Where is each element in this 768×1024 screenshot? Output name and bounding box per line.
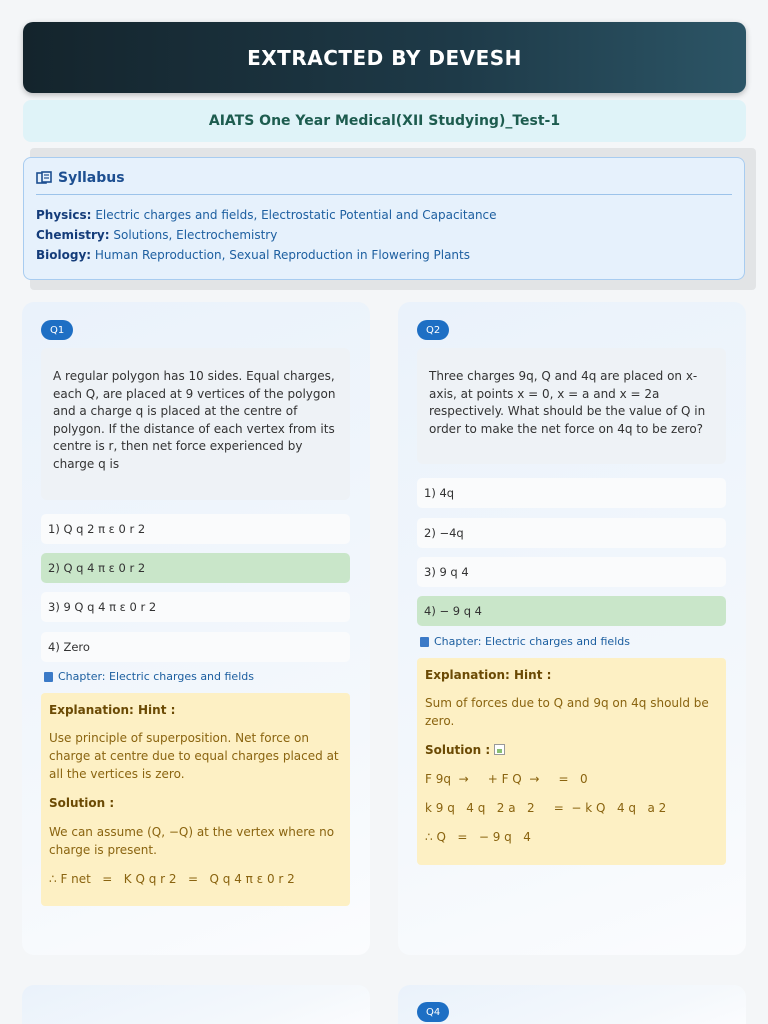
option-4[interactable] (41, 632, 350, 662)
chapter-label: Chapter: Electric charges and fields (58, 670, 254, 683)
option-1[interactable] (41, 514, 350, 544)
option-label: 4) Zero (48, 640, 90, 654)
book-icon (44, 672, 53, 682)
header-banner (23, 22, 746, 93)
solution-heading: Solution : (49, 796, 115, 810)
hint-text: Sum of forces due to Q and 9q on 4q should be zero. (425, 696, 709, 728)
subject-label: Physics: (36, 208, 92, 222)
question-card-q3 (22, 985, 370, 1024)
solution-heading: Solution : (425, 743, 491, 757)
option-1[interactable] (417, 478, 726, 508)
option-label: 2) Q q 4 π ε 0 r 2 (48, 561, 146, 575)
books-icon (36, 171, 52, 185)
subject-label: Chemistry: (36, 228, 110, 242)
option-label: 1) Q q 2 π ε 0 r 2 (48, 522, 146, 536)
solution-equation: ∴ F net = K Q q r 2 = Q q 4 π ε 0 r 2 (49, 872, 295, 886)
option-label: 3) 9 q 4 (424, 565, 469, 579)
test-title (23, 100, 746, 142)
syllabus-list (36, 205, 732, 265)
question-card-q1 (22, 302, 370, 955)
solution-equation-1: F 9q → + F Q → = 0 (425, 772, 588, 786)
question-text (41, 348, 350, 500)
hint-heading: Explanation: Hint : (425, 668, 552, 682)
solution-equation-3: ∴ Q = − 9 q 4 (425, 830, 531, 844)
book-icon (420, 637, 429, 647)
question-badge: Q2 (417, 320, 449, 340)
solution-equation-2: k 9 q 4 q 2 a 2 = − k Q 4 q a 2 (425, 801, 667, 815)
subject-topics: Solutions, Electrochemistry (113, 228, 278, 242)
chapter-tag (44, 670, 254, 683)
option-label: 1) 4q (424, 486, 455, 500)
syllabus-row-chemistry (36, 225, 732, 245)
question-badge: Q4 (417, 1002, 449, 1022)
solution-row (425, 741, 718, 759)
option-4-correct[interactable] (417, 596, 726, 626)
question-badge: Q1 (41, 320, 73, 340)
question-text (417, 348, 726, 464)
solution-text: We can assume (Q, −Q) at the vertex where no charge is present. (49, 825, 335, 857)
chapter-label: Chapter: Electric charges and fields (434, 635, 630, 648)
subject-label: Biology: (36, 248, 92, 262)
question-card-q2 (398, 302, 746, 955)
syllabus-header (36, 170, 732, 195)
explanation-box (41, 693, 350, 906)
syllabus-panel (23, 157, 745, 280)
syllabus-heading: Syllabus (58, 170, 125, 186)
option-2[interactable] (417, 518, 726, 548)
hint-heading: Explanation: Hint : (49, 703, 176, 717)
banner-title: EXTRACTED BY DEVESH (247, 45, 522, 70)
explanation-box (417, 658, 726, 865)
syllabus-row-biology (36, 245, 732, 265)
subject-topics: Human Reproduction, Sexual Reproduction in Flowering Plants (94, 248, 470, 262)
option-3[interactable] (417, 557, 726, 587)
option-label: 4) − 9 q 4 (424, 604, 482, 618)
option-2-correct[interactable] (41, 553, 350, 583)
syllabus-row-physics (36, 205, 732, 225)
option-label: 2) −4q (424, 526, 464, 540)
test-title-text: AIATS One Year Medical(XII Studying)_Test-1 (208, 113, 561, 129)
question-body: A regular polygon has 10 sides. Equal charges, each Q, are placed at 9 vertices of the polygon and a charge q is placed at the centre of polygon. If the distance of each vertex from its centre is r, then net force experienced by charge q is (53, 369, 336, 471)
broken-image-icon (494, 744, 505, 755)
hint-text: Use principle of superposition. Net force on charge at centre due to equal charges placed at all the vertices is zero. (49, 731, 339, 781)
option-label: 3) 9 Q q 4 π ε 0 r 2 (48, 600, 157, 614)
chapter-tag (420, 635, 630, 648)
option-3[interactable] (41, 592, 350, 622)
question-body: Three charges 9q, Q and 4q are placed on x-axis, at points x = 0, x = a and x = 2a respectively. What should be the value of Q in order to make the net force on 4q to be zero? (429, 369, 706, 436)
subject-topics: Electric charges and fields, Electrostatic Potential and Capacitance (95, 208, 497, 222)
question-card-q4 (398, 985, 746, 1024)
